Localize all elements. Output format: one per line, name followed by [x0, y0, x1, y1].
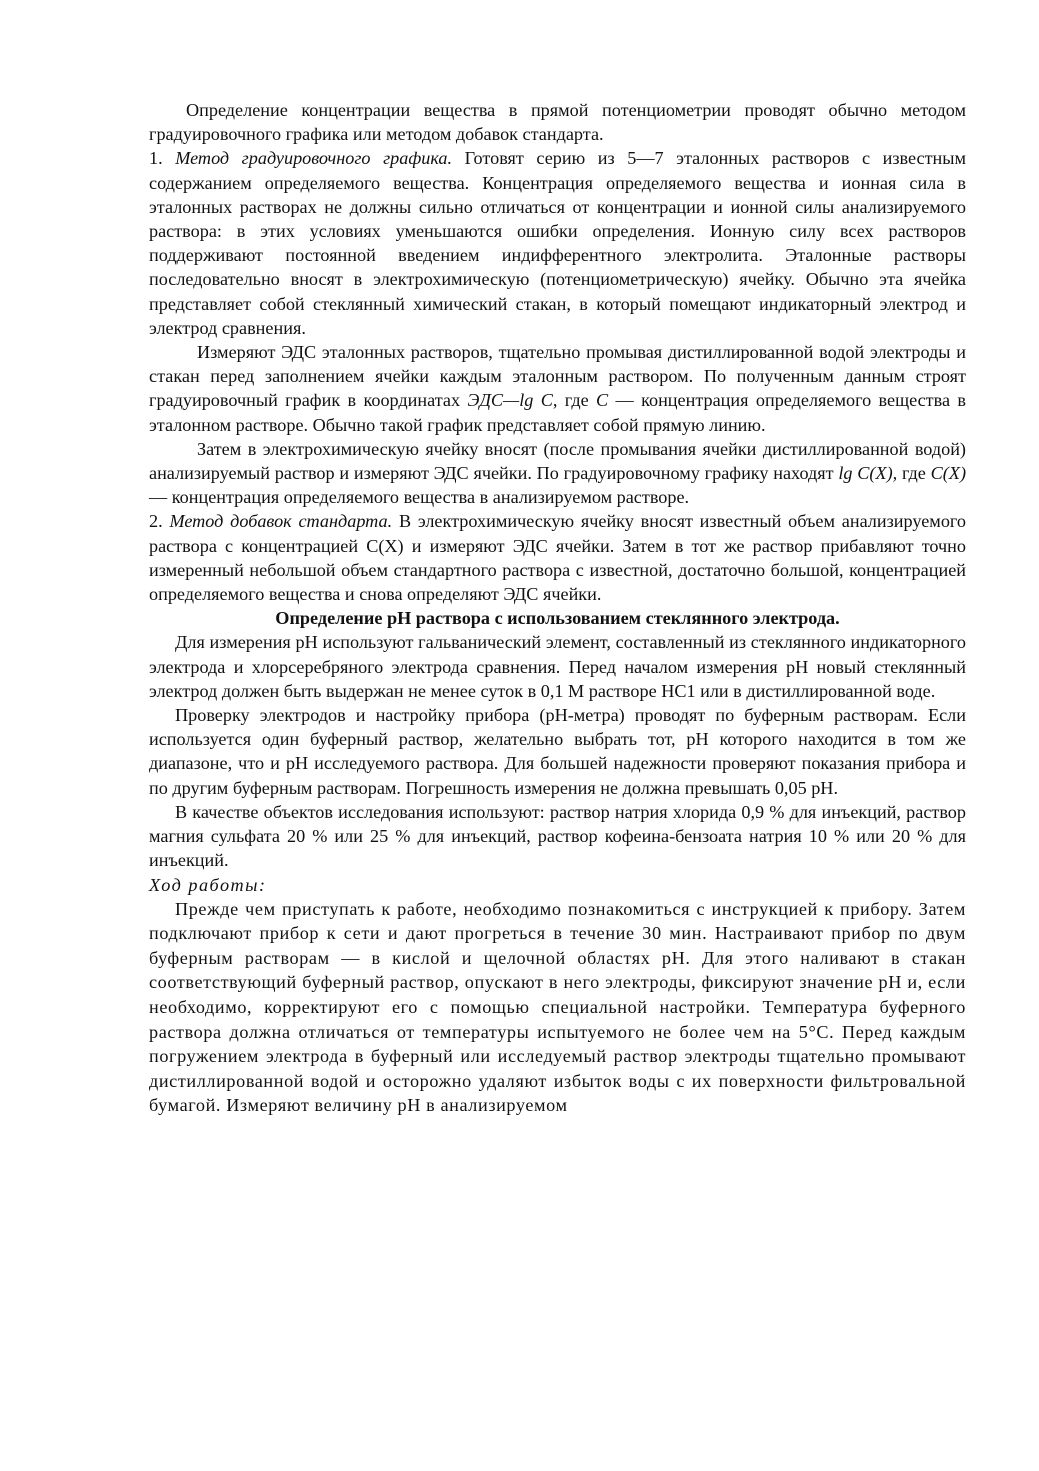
coordinate-formula: ЭДС—lg C	[467, 390, 553, 411]
method-standard-paragraph	[149, 509, 966, 606]
section-heading: Определение рН раствора с использованием стеклянного электрода.	[275, 608, 840, 629]
document-page	[149, 98, 966, 1118]
research-objects-paragraph: В качестве объектов исследования используют: раствор натрия хлорида 0,9 % для инъекций, раствор магния сульфата 20 % или 25 % для инъекций, раствор кофеина-бензоата натрия 10 % или 20 % для инъекций.	[149, 801, 966, 871]
intro-paragraph	[149, 98, 966, 146]
method-number: 2.	[149, 511, 170, 532]
method-number: 1.	[149, 148, 176, 169]
method-standard-title: Метод добавок стандарта.	[169, 511, 393, 532]
analysis-text: где	[897, 463, 931, 484]
measurement-text: — концентрация определяемого вещества в эталонном растворе. Обычно такой график представляет собой прямую линию.	[149, 390, 966, 435]
work-procedure-text: Прежде чем приступать к работе, необходимо познакомиться с инструкцией к прибору. Затем подключают прибор к сети и дают прогреться в течение 30 мин. Настраивают прибор по двум буферным растворам — в кислой и щелочной областях рН. Для этого наливают в стакан соответствующий буферный раствор, опускают в него электроды, фиксируют значение рН и, если необходимо, корректируют его с помощью специальной настройки. Температура буферного раствора должна отличаться от температуры испытуемого не более чем на 5°С. Перед каждым погружением электрода в буферный или исследуемый раствор электроды тщательно промывают дистиллированной водой и осторожно удаляют избыток воды с их поверхности фильтровальной бумагой. Измеряют величину рН в анализируемом	[149, 898, 966, 1116]
method-graph-title: Метод градуировочного графика.	[175, 148, 453, 169]
log-concentration-symbol: lg C(X),	[838, 463, 898, 484]
method-standard-text: В электрохимическую ячейку вносят известный объем анализируемого раствора с концентрацией С(Х) и измеряют ЭДС ячейки. Затем в тот же раствор прибавляют точно измеренный небольшой объем стандартного раствора с известной, достаточно большой, концентрацией определяемого вещества и снова определяют ЭДС ячейки.	[149, 511, 967, 605]
measurement-text: Измеряют ЭДС эталонных растворов, тщательно промывая дистиллированной водой электроды и стакан перед заполнением ячейки каждым эталонным раствором. По полученным данным строят градуировочный график в координатах	[149, 342, 966, 411]
measurement-paragraph	[149, 340, 966, 437]
method-graph-paragraph	[149, 146, 966, 340]
measurement-text: , где	[552, 390, 597, 411]
concentration-symbol: C(X)	[930, 463, 966, 484]
work-procedure-title: Ход работы:	[149, 874, 267, 895]
ph-measurement-paragraph: Для измерения рН используют гальванический элемент, составленный из стеклянного индикаторного электрода и хлорсеребряного электрода сравнения. Перед началом измерения рН новый стеклянный электрод должен быть выдержан не менее суток в 0,1 М растворе НС1 или в дистиллированной воде.	[149, 632, 966, 701]
analysis-text: Затем в электрохимическую ячейку вносят (после промывания ячейки дистиллированной водой) анализируемый раствор и измеряют ЭДС ячейки. По градуировочному графику находят	[149, 438, 966, 484]
concentration-symbol: C	[596, 390, 609, 411]
electrode-check-paragraph: Проверку электродов и настройку прибора (рН-метра) проводят по буферным растворам. Если используется один буферный раствор, желательно выбрать тот, рН которого находится в том же диапазоне, что и рН исследуемого раствора. Для большей надежности проверяют показания прибора и по другим буферным растворам. Погрешность измерения не должна превышать 0,05 рН.	[149, 705, 966, 798]
method-graph-text: Готовят серию из 5—7 эталонных растворов с известным содержанием определяемого вещества. Концентрация определяемого вещества и ионная сила в эталонных растворах не должны сильно отличаться от концентрации и ионной силы анализируемого раствора: в этих условиях уменьшаются ошибки определения. Ионную силу всех растворов поддерживают постоянной введением индифферентного электролита. Эталонные растворы последовательно вносят в электрохимическую (потенциометрическую) ячейку. Обычно эта ячейка представляет собой стеклянный химический стакан, в который помещают индикаторный электрод и электрод сравнения.	[149, 148, 966, 338]
analysis-paragraph	[149, 437, 966, 510]
intro-text: Определение концентрации вещества в прямой потенциометрии проводят обычно методом градуировочного графика или методом добавок стандарта.	[149, 100, 966, 145]
analysis-text: — концентрация определяемого вещества в анализируемом растворе.	[149, 487, 690, 508]
